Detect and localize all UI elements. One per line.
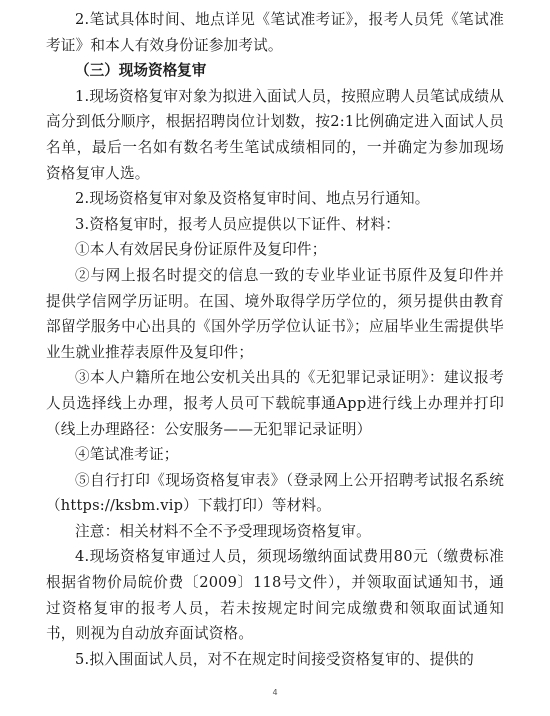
paragraph-note: 注意：相关材料不全不予受理现场资格复审。 [75,522,371,540]
paragraph-fee: 4.现场资格复审通过人员，须现场缴纳面试费用80元（缴费标准根据省物价局皖价费〔2009〕118号文件），并领取面试通知书，通过资格复审的报考人员，若未按规定时间完成缴费和领取面试通知书，则视为自动放弃面试资格。 [46,548,504,643]
page-number: 4 [272,688,278,697]
section-heading-onsite-review: （三）现场资格复审 [75,62,207,80]
document-body [46,7,504,672]
paragraph-review-target: 1.现场资格复审对象为拟进入面试人员，按照应聘人员笔试成绩从高分到低分顺序，根据招聘岗位计划数，按2:1比例确定进入面试人员名单，最后一名如有数名考生笔试成绩相同的，一并确定为参加现场资格复审人选。 [46,87,504,182]
paragraph-required-materials: 3.资格复审时，报考人员应提供以下证件、材料： [75,215,400,233]
list-item-review-form: ⑤自行打印《现场资格复审表》（登录网上公开招聘考试报名系统（https://ksbm.vip）下载打印）等材料。 [46,471,504,515]
paragraph-review-notice: 2.现场资格复审对象及资格复审时间、地点另行通知。 [75,190,430,208]
list-item-id-card: ①本人有效居民身份证原件及复印件； [75,241,327,259]
list-item-diploma: ②与网上报名时提交的信息一致的专业毕业证书原件及复印件并提供学信网学历证明。在国、境外取得学历学位的，须另提供由教育部留学服务中心出具的《国外学历学位认证书》；应届毕业生需提供毕业生就业推荐表原件及复印件； [46,266,504,361]
paragraph-exam-time-location: 2.笔试具体时间、地点详见《笔试准考证》，报考人员凭《笔试准考证》和本人有效身份证参加考试。 [46,11,504,54]
paragraph-interview-candidates: 5.拟入围面试人员，对不在规定时间接受资格复审的、提供的 [75,650,474,668]
list-item-no-criminal-record: ③本人户籍所在地公安机关出具的《无犯罪记录证明》：建议报考人员选择线上办理，报考人员可下载皖事通App进行线上办理并打印（线上办理路径：公安服务——无犯罪记录证明） [46,369,504,438]
list-item-admission-ticket: ④笔试准考证； [75,446,179,464]
